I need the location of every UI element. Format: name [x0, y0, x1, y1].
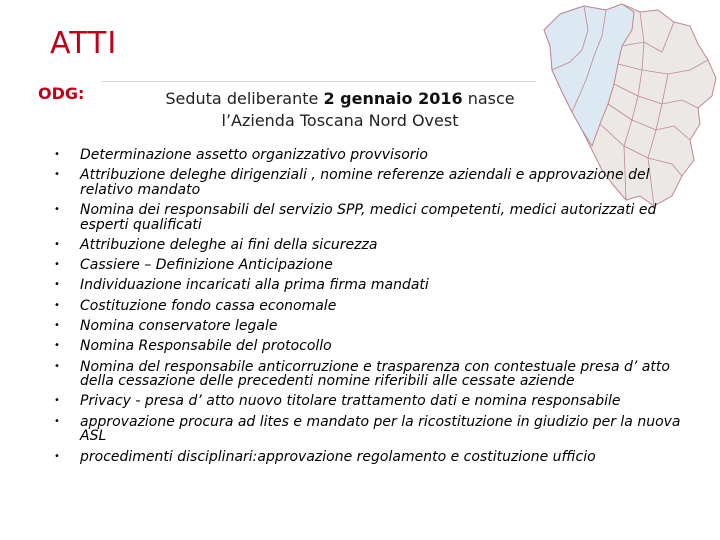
list-item	[50, 238, 690, 253]
header-divider	[102, 81, 536, 82]
bullet-icon: •	[54, 238, 60, 250]
subtitle-suffix: nasce	[462, 89, 515, 108]
list-item	[50, 203, 690, 232]
list-item	[50, 278, 690, 293]
subtitle-prefix: Seduta deliberante	[165, 89, 324, 108]
list-item-text: Costituzione fondo cassa economale	[80, 297, 337, 314]
agenda-list	[50, 148, 690, 470]
list-item	[50, 339, 690, 354]
list-item-text: Attribuzione deleghe ai fini della sicurezza	[80, 236, 378, 253]
page-title: ATTI	[50, 26, 118, 61]
list-item	[50, 168, 690, 197]
bullet-icon: •	[54, 169, 60, 181]
list-item	[50, 415, 690, 444]
bullet-icon: •	[54, 320, 60, 332]
list-item-text: Nomina dei responsabili del servizio SPP, medici competenti, medici autorizzati ed esperti qualificati	[80, 202, 657, 233]
session-subtitle	[140, 88, 540, 132]
list-item-text: Cassiere – Definizione Anticipazione	[80, 257, 333, 274]
subtitle-date: 2 gennaio 2016	[323, 89, 463, 108]
odg-label: ODG:	[38, 84, 85, 103]
bullet-icon: •	[54, 360, 60, 372]
list-item	[50, 319, 690, 334]
list-item	[50, 258, 690, 273]
list-item	[50, 394, 690, 409]
list-item-text: approvazione procura ad lites e mandato per la ricostituzione in giudizio per la nuova ASL	[80, 413, 681, 445]
bullet-icon: •	[54, 450, 60, 462]
list-item-text: Determinazione assetto organizzativo provvisorio	[80, 147, 428, 163]
bullet-icon: •	[54, 299, 60, 311]
list-item-text: Nomina del responsabile anticorruzione e trasparenza con contestuale presa d’ atto della cessazione delle precedenti nomine riferibili alle cessate aziende	[80, 358, 670, 390]
list-item-text: Privacy - presa d’ atto nuovo titolare trattamento dati e nomina responsabile	[80, 393, 621, 410]
bullet-icon: •	[54, 204, 60, 216]
list-item	[50, 360, 690, 389]
bullet-icon: •	[54, 149, 60, 160]
list-item	[50, 450, 690, 465]
list-item-text: Individuazione incaricati alla prima firma mandati	[80, 277, 429, 294]
list-item	[50, 299, 690, 314]
list-item-text: Attribuzione deleghe dirigenziali , nomine referenze aziendali e approvazione del relativo mandato	[80, 167, 650, 198]
bullet-icon: •	[54, 415, 60, 427]
bullet-icon: •	[54, 340, 60, 352]
subtitle-line2: l’Azienda Toscana Nord Ovest	[221, 111, 459, 130]
bullet-icon: •	[54, 395, 60, 407]
bullet-icon: •	[54, 259, 60, 271]
list-item-text: Nomina Responsabile del protocollo	[80, 338, 332, 355]
list-item	[50, 148, 690, 163]
bullet-icon: •	[54, 279, 60, 291]
list-item-text: Nomina conservatore legale	[80, 318, 278, 335]
list-item-text: procedimenti disciplinari:approvazione regolamento e costituzione ufficio	[80, 448, 596, 465]
